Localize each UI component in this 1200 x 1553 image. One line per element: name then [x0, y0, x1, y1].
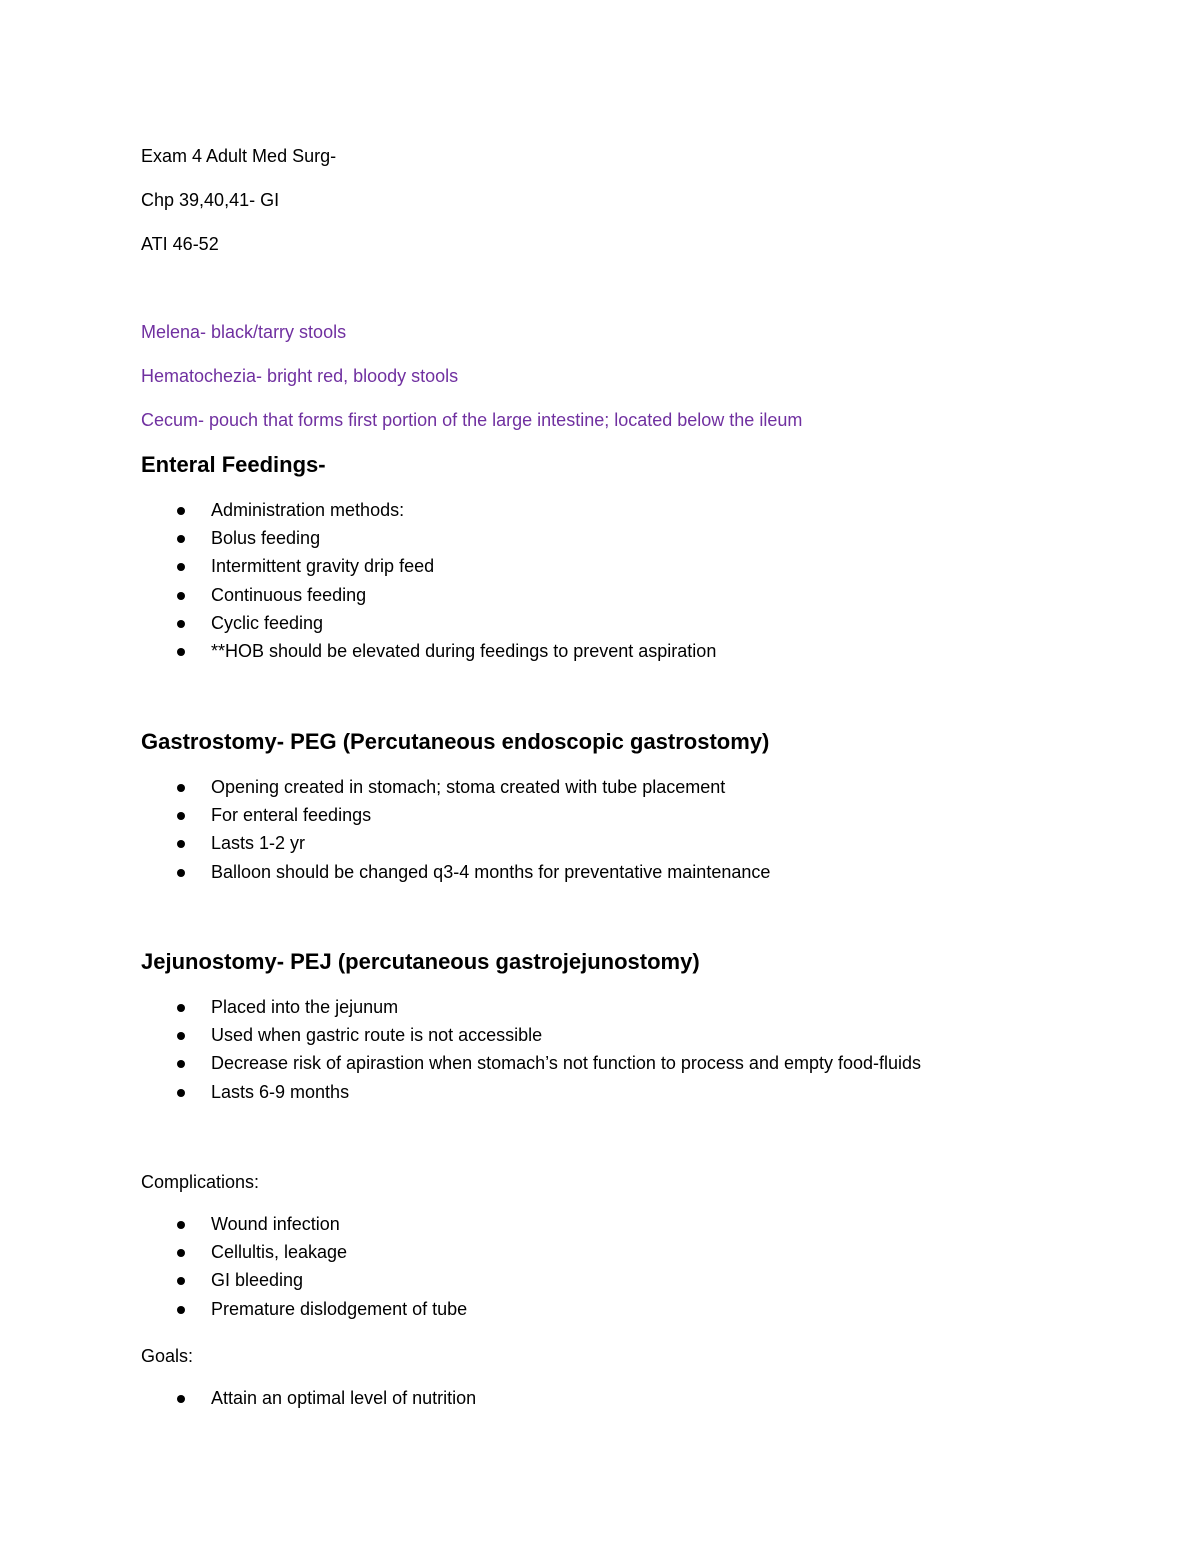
- list-item: Balloon should be changed q3-4 months for preventative maintenance: [141, 860, 770, 888]
- list-item: Used when gastric route is not accessible: [141, 1023, 921, 1051]
- bullet-icon: [177, 1249, 185, 1257]
- bullet-icon: [177, 1004, 185, 1012]
- bullet-icon: [177, 1060, 185, 1068]
- bullet-icon: [177, 620, 185, 628]
- bullet-icon: [177, 592, 185, 600]
- ati-line: ATI 46-52: [141, 234, 219, 254]
- list-item: Decrease risk of apirastion when stomach’s not function to process and empty food-fluids: [141, 1051, 921, 1079]
- list-item: Placed into the jejunum: [141, 995, 921, 1023]
- list-item: Wound infection: [141, 1212, 467, 1240]
- list-item: Premature dislodgement of tube: [141, 1297, 467, 1325]
- list-item: Cellultis, leakage: [141, 1240, 467, 1268]
- bullet-icon: [177, 840, 185, 848]
- list-item: Intermittent gravity drip feed: [141, 554, 716, 582]
- goals-list: [141, 1386, 476, 1414]
- definition-melena: Melena- black/tarry stools: [141, 322, 347, 342]
- bullet-icon: [177, 1306, 185, 1314]
- enteral-list: [141, 498, 716, 667]
- list-item: GI bleeding: [141, 1268, 467, 1296]
- list-item: Lasts 6-9 months: [141, 1080, 921, 1108]
- list-item: For enteral feedings: [141, 803, 770, 831]
- list-item: **HOB should be elevated during feedings to prevent aspiration: [141, 639, 716, 667]
- list-item: Bolus feeding: [141, 526, 716, 554]
- complications-list: [141, 1212, 467, 1325]
- bullet-icon: [177, 1221, 185, 1229]
- list-item: Continuous feeding: [141, 583, 716, 611]
- gastrostomy-list: [141, 775, 770, 888]
- bullet-icon: [177, 1395, 185, 1403]
- list-item: Cyclic feeding: [141, 611, 716, 639]
- goals-label: Goals:: [141, 1346, 194, 1366]
- bullet-icon: [177, 563, 185, 571]
- list-item: Opening created in stomach; stoma created with tube placement: [141, 775, 770, 803]
- complications-label: Complications:: [141, 1172, 260, 1192]
- list-item: Attain an optimal level of nutrition: [141, 1386, 476, 1414]
- list-item: Administration methods:: [141, 498, 716, 526]
- definition-cecum: Cecum- pouch that forms first portion of the large intestine; located below the ileum: [141, 410, 803, 430]
- definition-hematochezia: Hematochezia- bright red, bloody stools: [141, 366, 459, 386]
- bullet-icon: [177, 784, 185, 792]
- jejunostomy-list: [141, 995, 921, 1108]
- bullet-icon: [177, 507, 185, 515]
- document-title: Exam 4 Adult Med Surg-: [141, 146, 337, 166]
- bullet-icon: [177, 812, 185, 820]
- bullet-icon: [177, 648, 185, 656]
- list-item: Lasts 1-2 yr: [141, 831, 770, 859]
- gastrostomy-heading: Gastrostomy- PEG (Percutaneous endoscopic gastrostomy): [141, 729, 770, 754]
- bullet-icon: [177, 535, 185, 543]
- bullet-icon: [177, 1089, 185, 1097]
- bullet-icon: [177, 869, 185, 877]
- bullet-icon: [177, 1032, 185, 1040]
- chapters-line: Chp 39,40,41- GI: [141, 190, 280, 210]
- enteral-heading: Enteral Feedings-: [141, 452, 326, 477]
- bullet-icon: [177, 1277, 185, 1285]
- jejunostomy-heading: Jejunostomy- PEJ (percutaneous gastrojejunostomy): [141, 949, 700, 974]
